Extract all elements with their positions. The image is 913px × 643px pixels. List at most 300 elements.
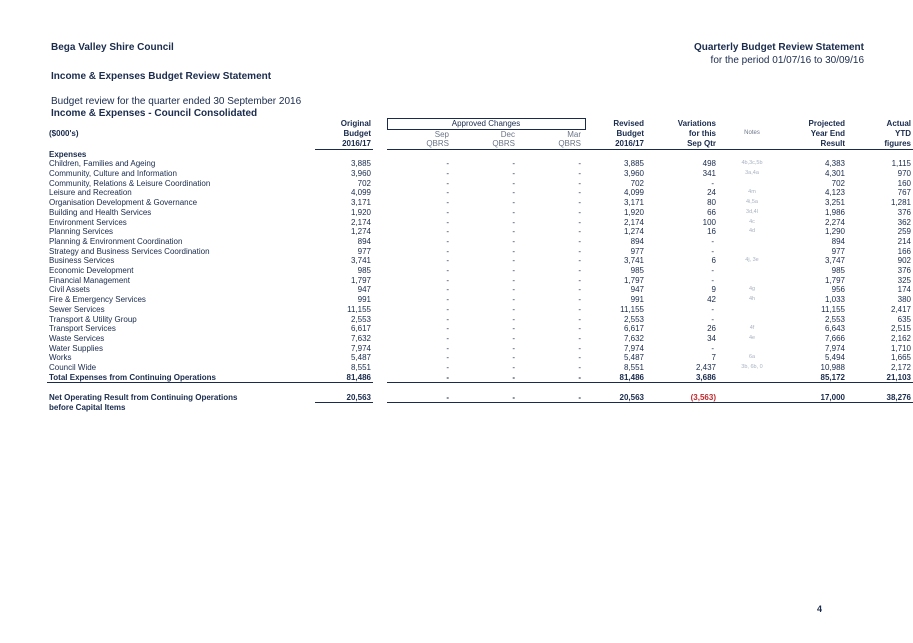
actual-ytd-cell: 325 — [897, 275, 911, 285]
revised-budget-cell: 4,099 — [623, 188, 644, 198]
actual-ytd-cell: 174 — [897, 285, 911, 295]
table-row — [47, 227, 913, 237]
variation-cell: - — [711, 246, 714, 256]
dec-qbrs-cell: - — [512, 363, 515, 373]
notes-cell — [718, 247, 786, 257]
original-budget-cell: 7,974 — [350, 343, 371, 353]
row-label: Business Services — [49, 256, 115, 266]
sep-qbrs-cell: - — [387, 373, 453, 383]
net-operating-result-row — [47, 393, 913, 403]
units-label: ($000's) — [49, 129, 79, 139]
sep-qbrs-cell: - — [446, 343, 449, 353]
actual-ytd-cell: 1,115 — [891, 159, 911, 169]
actual-ytd-cell: 259 — [897, 227, 911, 237]
projected-result-cell: 977 — [831, 246, 845, 256]
revised-budget-cell: 2,553 — [623, 314, 644, 324]
projected-result-cell: 7,974 — [824, 343, 845, 353]
notes-cell: 4g — [748, 286, 756, 293]
projected-result-cell: 5,494 — [824, 353, 845, 363]
col-projected-1: Projected — [808, 119, 845, 128]
sep-qbrs-cell: - — [446, 333, 449, 343]
actual-ytd-cell: 970 — [897, 169, 911, 179]
dec-qbrs-cell: - — [512, 285, 515, 295]
notes-cell — [718, 237, 786, 247]
table-row — [47, 198, 913, 208]
projected-result-cell: 3,251 — [824, 198, 845, 208]
notes-cell: 4b,3c,5b — [741, 160, 763, 167]
revised-budget-cell: 991 — [630, 295, 644, 305]
dec-qbrs-cell: - — [512, 169, 515, 179]
section-title: Income & Expenses - Council Consolidated — [51, 108, 258, 119]
notes-cell — [718, 276, 786, 286]
actual-ytd-cell: 2,162 — [890, 333, 911, 343]
table-row — [47, 315, 913, 325]
dec-qbrs-cell: - — [512, 295, 515, 305]
table-row — [47, 295, 913, 305]
projected-result-cell: 1,986 — [824, 207, 845, 217]
col-projected-2: Year End — [810, 129, 845, 139]
mar-qbrs-cell: - — [578, 227, 581, 237]
row-label: Economic Development — [49, 266, 134, 276]
revised-budget-cell: 20,563 — [585, 393, 646, 403]
col-projected-3: Result — [786, 139, 847, 149]
header-row-1 — [47, 119, 913, 130]
projected-result-cell: 17,000 — [786, 393, 847, 403]
col-actual-1: Actual — [886, 119, 911, 128]
dec-qbrs-cell: - — [512, 333, 515, 343]
notes-cell: 3d,4l — [746, 208, 758, 215]
variation-cell: 80 — [707, 198, 716, 208]
col-original-1: Original — [340, 119, 371, 128]
notes-cell: 4f — [749, 325, 755, 332]
revised-budget-cell: 11,155 — [620, 304, 644, 314]
actual-ytd-cell: 1,710 — [890, 343, 911, 353]
table-row — [47, 266, 913, 276]
original-budget-cell: 977 — [357, 246, 371, 256]
revised-budget-cell: 6,617 — [623, 324, 644, 334]
col-original-2: Budget — [343, 129, 371, 139]
mar-qbrs-cell: - — [578, 324, 581, 334]
projected-result-cell: 702 — [831, 178, 845, 188]
report-title: Quarterly Budget Review Statement — [693, 42, 864, 53]
dec-qbrs-cell: - — [512, 217, 515, 227]
revised-budget-cell: 7,632 — [623, 333, 644, 343]
variation-cell: 26 — [707, 324, 716, 334]
projected-result-cell: 894 — [831, 236, 845, 246]
row-label: Organisation Development & Governance — [49, 198, 198, 208]
dec-qbrs-cell: - — [512, 246, 515, 256]
table-row — [47, 344, 913, 354]
row-label: Council Wide — [49, 363, 97, 373]
table-row — [47, 324, 913, 334]
mar-qbrs-cell: - — [578, 236, 581, 246]
dec-qbrs-cell: - — [512, 353, 515, 363]
row-label: Environment Services — [49, 217, 127, 227]
mar-qbrs-cell: - — [578, 207, 581, 217]
original-budget-cell: 1,274 — [350, 227, 371, 237]
dec-qbrs-cell: - — [512, 159, 515, 169]
mar-qbrs-cell: - — [578, 198, 581, 208]
original-budget-cell: 8,551 — [350, 363, 371, 373]
row-label: Net Operating Result from Continuing Operations — [49, 392, 238, 402]
variation-cell: 7 — [711, 353, 716, 363]
variation-cell: 9 — [711, 285, 716, 295]
projected-result-cell: 956 — [831, 285, 845, 295]
col-revised-3: 2016/17 — [585, 139, 646, 149]
table-row — [47, 247, 913, 257]
projected-result-cell: 85,172 — [786, 373, 847, 383]
revised-budget-cell: 1,920 — [623, 207, 644, 217]
sep-qbrs-cell: - — [446, 266, 449, 276]
sep-qbrs-cell: - — [446, 198, 449, 208]
actual-ytd-cell: 376 — [897, 207, 911, 217]
sep-qbrs-cell: - — [446, 159, 449, 169]
projected-result-cell: 4,123 — [824, 188, 845, 198]
sep-qbrs-cell: - — [446, 324, 449, 334]
header-row-2 — [47, 129, 913, 139]
original-budget-cell: 894 — [357, 236, 371, 246]
table-row — [47, 334, 913, 344]
mar-qbrs-cell: - — [578, 246, 581, 256]
actual-ytd-cell: 362 — [897, 217, 911, 227]
mar-qbrs-cell: - — [578, 217, 581, 227]
header-row-3 — [47, 139, 913, 149]
projected-result-cell: 11,155 — [821, 304, 845, 314]
notes-cell — [718, 315, 786, 325]
projected-result-cell: 6,643 — [824, 324, 845, 334]
mar-qbrs-cell: - — [578, 353, 581, 363]
notes-cell — [718, 266, 786, 276]
revised-budget-cell: 1,274 — [623, 227, 644, 237]
review-note: Budget review for the quarter ended 30 September 2016 — [51, 96, 302, 107]
row-label: Community, Culture and Information — [49, 169, 177, 179]
notes-cell: 4m — [748, 189, 756, 196]
table-row — [47, 218, 913, 228]
approved-changes-header: Approved Changes — [387, 119, 585, 130]
variation-cell: - — [711, 304, 714, 314]
col-mar-2: QBRS — [519, 139, 585, 149]
row-label: Civil Assets — [49, 285, 90, 295]
actual-ytd-cell: 767 — [897, 188, 911, 198]
mar-qbrs-cell: - — [519, 373, 585, 383]
revised-budget-cell: 3,741 — [623, 256, 644, 266]
sep-qbrs-cell: - — [446, 353, 449, 363]
variation-cell: - — [711, 178, 714, 188]
sep-qbrs-cell: - — [446, 207, 449, 217]
col-notes: Notes — [744, 130, 760, 137]
table-row — [47, 305, 913, 315]
variation-cell: 3,686 — [646, 373, 718, 383]
notes-cell — [718, 305, 786, 315]
revised-budget-cell: 81,486 — [585, 373, 646, 383]
total-expenses-row — [47, 373, 913, 383]
variation-cell: 16 — [707, 227, 716, 237]
row-label: Fire & Emergency Services — [49, 295, 146, 305]
mar-qbrs-cell: - — [578, 343, 581, 353]
revised-budget-cell: 5,487 — [623, 353, 644, 363]
projected-result-cell: 3,747 — [824, 256, 845, 266]
sep-qbrs-cell: - — [446, 275, 449, 285]
original-budget-cell: 991 — [357, 295, 371, 305]
original-budget-cell: 3,885 — [350, 159, 371, 169]
dec-qbrs-cell: - — [512, 198, 515, 208]
actual-ytd-cell: 902 — [897, 256, 911, 266]
dec-qbrs-cell: - — [512, 188, 515, 198]
sep-qbrs-cell: - — [446, 217, 449, 227]
original-budget-cell: 2,174 — [350, 217, 371, 227]
row-label: Community, Relations & Leisure Coordination — [49, 178, 211, 188]
variation-cell: 341 — [702, 169, 716, 179]
table-row — [47, 363, 913, 373]
row-label: Planning & Environment Coordination — [49, 236, 183, 246]
variation-cell: 6 — [711, 256, 716, 266]
variation-cell: (3,563) — [646, 393, 718, 403]
variation-cell: 42 — [707, 295, 716, 305]
original-budget-cell: 5,487 — [350, 353, 371, 363]
original-budget-cell: 3,741 — [350, 256, 371, 266]
original-budget-cell: 3,960 — [350, 169, 371, 179]
row-label: Children, Families and Ageing — [49, 159, 156, 169]
projected-result-cell: 1,797 — [824, 275, 845, 285]
actual-ytd-cell: 635 — [897, 314, 911, 324]
sep-qbrs-cell: - — [446, 246, 449, 256]
original-budget-cell: 20,563 — [315, 393, 373, 403]
sep-qbrs-cell: - — [446, 285, 449, 295]
notes-cell: 4e — [748, 334, 756, 341]
table-row — [47, 353, 913, 363]
mar-qbrs-cell: - — [578, 304, 581, 314]
variation-cell: 34 — [707, 333, 716, 343]
mar-qbrs-cell: - — [578, 333, 581, 343]
actual-ytd-cell: 376 — [897, 266, 911, 276]
original-budget-cell: 11,155 — [347, 304, 371, 314]
mar-qbrs-cell: - — [519, 393, 585, 403]
dec-qbrs-cell: - — [512, 227, 515, 237]
row-label: Transport & Utility Group — [49, 314, 137, 324]
variation-cell: 2,437 — [695, 363, 716, 373]
table-row — [47, 285, 913, 295]
dec-qbrs-cell: - — [512, 207, 515, 217]
dec-qbrs-cell: - — [512, 304, 515, 314]
variation-cell: - — [711, 343, 714, 353]
sep-qbrs-cell: - — [446, 363, 449, 373]
projected-result-cell: 1,033 — [824, 295, 845, 305]
table-row — [47, 208, 913, 218]
dec-qbrs-cell: - — [512, 324, 515, 334]
row-label: Works — [49, 353, 72, 363]
revised-budget-cell: 894 — [630, 236, 644, 246]
mar-qbrs-cell: - — [578, 169, 581, 179]
row-label: Financial Management — [49, 275, 130, 285]
row-label: Leisure and Recreation — [49, 188, 132, 198]
revised-budget-cell: 702 — [630, 178, 644, 188]
notes-cell: 4h — [748, 296, 756, 303]
notes-cell: 4j, 3e — [745, 257, 759, 264]
actual-ytd-cell: 2,515 — [890, 324, 911, 334]
row-label: Strategy and Business Services Coordination — [49, 246, 210, 256]
projected-result-cell: 1,290 — [824, 227, 845, 237]
statement-subtitle: Income & Expenses Budget Review Statement — [51, 71, 272, 82]
sep-qbrs-cell: - — [446, 188, 449, 198]
actual-ytd-cell: 1,665 — [890, 353, 911, 363]
projected-result-cell: 4,301 — [824, 169, 845, 179]
net-operating-result-row-2 — [47, 403, 913, 413]
section-heading-row — [47, 150, 913, 160]
col-variations-3: Sep Qtr — [646, 139, 718, 149]
original-budget-cell: 6,617 — [350, 324, 371, 334]
row-label: Water Supplies — [49, 343, 103, 353]
col-dec-2: QBRS — [453, 139, 519, 149]
variation-cell: - — [711, 314, 714, 324]
col-original-3: 2016/17 — [315, 139, 373, 149]
variation-cell: 66 — [707, 207, 716, 217]
col-variations-1: Variations — [677, 119, 716, 128]
original-budget-cell: 702 — [357, 178, 371, 188]
table-row — [47, 256, 913, 266]
section-heading: Expenses — [49, 149, 87, 159]
projected-result-cell: 985 — [831, 266, 845, 276]
revised-budget-cell: 2,174 — [623, 217, 644, 227]
mar-qbrs-cell: - — [578, 266, 581, 276]
sep-qbrs-cell: - — [387, 393, 453, 403]
variation-cell: - — [711, 236, 714, 246]
notes-cell — [718, 393, 786, 403]
sep-qbrs-cell: - — [446, 227, 449, 237]
row-label: Planning Services — [49, 227, 114, 237]
actual-ytd-cell: 214 — [897, 236, 911, 246]
variation-cell: - — [711, 266, 714, 276]
variation-cell: 100 — [702, 217, 716, 227]
original-budget-cell: 7,632 — [350, 333, 371, 343]
row-label: Total Expenses from Continuing Operations — [47, 373, 315, 383]
dec-qbrs-cell: - — [512, 275, 515, 285]
projected-result-cell: 2,274 — [824, 217, 845, 227]
notes-cell: 6a — [748, 354, 756, 361]
notes-cell: 3a,4a — [745, 170, 759, 177]
projected-result-cell: 4,383 — [824, 159, 845, 169]
col-sep-2: QBRS — [387, 139, 453, 149]
revised-budget-cell: 3,885 — [623, 159, 644, 169]
mar-qbrs-cell: - — [578, 275, 581, 285]
original-budget-cell: 2,553 — [350, 314, 371, 324]
sep-qbrs-cell: - — [446, 236, 449, 246]
notes-cell — [718, 344, 786, 354]
actual-ytd-cell: 21,103 — [847, 373, 913, 383]
col-variations-2: for this — [688, 129, 716, 139]
mar-qbrs-cell: - — [578, 314, 581, 324]
dec-qbrs-cell: - — [512, 343, 515, 353]
projected-result-cell: 2,553 — [824, 314, 845, 324]
row-label: Building and Health Services — [49, 207, 152, 217]
revised-budget-cell: 3,171 — [623, 198, 644, 208]
col-revised-1: Revised — [613, 119, 644, 128]
table-row — [47, 237, 913, 247]
col-revised-2: Budget — [616, 129, 644, 139]
mar-qbrs-cell: - — [578, 295, 581, 305]
sep-qbrs-cell: - — [446, 256, 449, 266]
row-label: Waste Services — [49, 333, 105, 343]
original-budget-cell: 985 — [357, 266, 371, 276]
revised-budget-cell: 8,551 — [623, 363, 644, 373]
actual-ytd-cell: 166 — [897, 246, 911, 256]
table-row — [47, 169, 913, 179]
original-budget-cell: 3,171 — [350, 198, 371, 208]
page-number: 4 — [817, 604, 823, 614]
notes-cell: 4d — [748, 228, 756, 235]
actual-ytd-cell: 1,281 — [890, 198, 911, 208]
notes-cell: 3b, 6b, 0 — [741, 364, 763, 371]
report-period: for the period 01/07/16 to 30/09/16 — [710, 55, 864, 66]
row-label: Transport Services — [49, 324, 116, 334]
original-budget-cell: 947 — [357, 285, 371, 295]
sep-qbrs-cell: - — [446, 304, 449, 314]
col-sep-1: Sep — [434, 129, 449, 139]
notes-cell — [718, 179, 786, 189]
table-row — [47, 188, 913, 198]
mar-qbrs-cell: - — [578, 178, 581, 188]
net-operating-label-continued: before Capital Items — [49, 402, 126, 412]
variation-cell: - — [711, 275, 714, 285]
variation-cell: 498 — [702, 159, 716, 169]
sep-qbrs-cell: - — [446, 178, 449, 188]
actual-ytd-cell: 380 — [897, 295, 911, 305]
dec-qbrs-cell: - — [512, 178, 515, 188]
revised-budget-cell: 1,797 — [623, 275, 644, 285]
original-budget-cell: 4,099 — [350, 188, 371, 198]
sep-qbrs-cell: - — [446, 295, 449, 305]
budget-review-table — [47, 118, 913, 413]
row-label: Sewer Services — [49, 304, 105, 314]
revised-budget-cell: 7,974 — [623, 343, 644, 353]
original-budget-cell: 1,920 — [350, 207, 371, 217]
col-mar-1: Mar — [567, 129, 581, 139]
dec-qbrs-cell: - — [512, 266, 515, 276]
revised-budget-cell: 985 — [630, 266, 644, 276]
table-row — [47, 276, 913, 286]
mar-qbrs-cell: - — [578, 188, 581, 198]
notes-cell: 4i,5a — [746, 199, 758, 206]
projected-result-cell: 10,988 — [820, 363, 845, 373]
mar-qbrs-cell: - — [578, 363, 581, 373]
actual-ytd-cell: 2,417 — [890, 304, 911, 314]
revised-budget-cell: 3,960 — [623, 169, 644, 179]
dec-qbrs-cell: - — [453, 393, 519, 403]
notes-cell — [718, 373, 786, 383]
dec-qbrs-cell: - — [512, 256, 515, 266]
mar-qbrs-cell: - — [578, 285, 581, 295]
dec-qbrs-cell: - — [512, 236, 515, 246]
actual-ytd-cell: 160 — [897, 178, 911, 188]
table-row — [47, 179, 913, 189]
variation-cell: 24 — [707, 188, 716, 198]
projected-result-cell: 7,666 — [824, 333, 845, 343]
notes-cell: 4c — [749, 218, 755, 225]
council-name: Bega Valley Shire Council — [51, 42, 174, 53]
table-row — [47, 159, 913, 169]
mar-qbrs-cell: - — [578, 256, 581, 266]
original-budget-cell: 1,797 — [350, 275, 371, 285]
actual-ytd-cell: 38,276 — [847, 393, 913, 403]
revised-budget-cell: 977 — [630, 246, 644, 256]
actual-ytd-cell: 2,172 — [890, 363, 911, 373]
revised-budget-cell: 947 — [630, 285, 644, 295]
dec-qbrs-cell: - — [512, 314, 515, 324]
sep-qbrs-cell: - — [446, 169, 449, 179]
col-dec-1: Dec — [500, 129, 515, 139]
col-actual-3: figures — [847, 139, 913, 149]
original-budget-cell: 81,486 — [315, 373, 373, 383]
mar-qbrs-cell: - — [578, 159, 581, 169]
